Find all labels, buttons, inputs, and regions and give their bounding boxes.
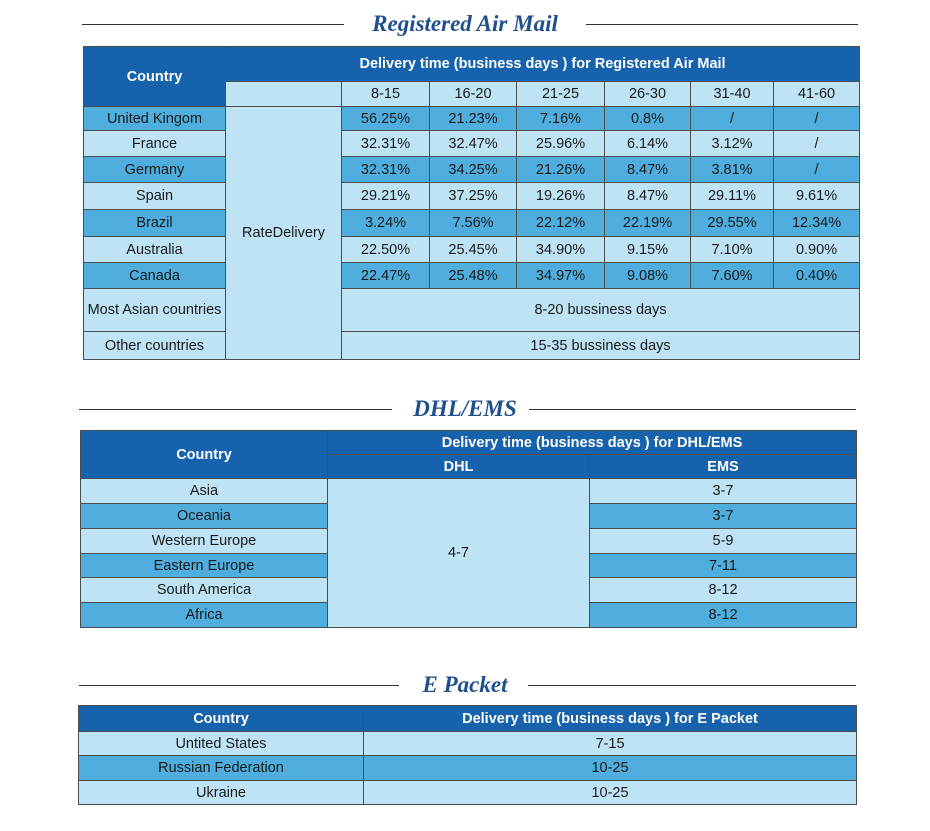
table-row — [79, 756, 857, 781]
country-cell: United Kingom — [84, 107, 226, 131]
table-row — [79, 732, 857, 756]
table-row — [84, 263, 860, 289]
country-header: Country — [84, 47, 226, 107]
country-cell: Other countries — [84, 332, 226, 360]
dhl-section-title — [0, 394, 930, 424]
rate-cell: 3.24% — [342, 210, 430, 237]
country-cell: Canada — [84, 263, 226, 289]
table-row — [84, 210, 860, 237]
rate-cell: 8.47% — [605, 183, 691, 210]
rate-cell: 22.19% — [605, 210, 691, 237]
rate-cell: 9.15% — [605, 237, 691, 263]
country-cell: Untited States — [79, 732, 364, 756]
rate-cell: 32.31% — [342, 157, 430, 183]
rate-cell: 7.16% — [517, 107, 605, 131]
rate-cell: 34.97% — [517, 263, 605, 289]
asian-days-cell: 8-20 bussiness days — [342, 289, 860, 332]
rate-cell: 7.10% — [691, 237, 774, 263]
ems-cell: 5-9 — [590, 529, 857, 554]
country-header: Country — [79, 706, 364, 732]
rate-cell: / — [774, 131, 860, 157]
table-row — [84, 157, 860, 183]
country-cell: Australia — [84, 237, 226, 263]
table-row — [84, 107, 860, 131]
rate-cell: / — [691, 107, 774, 131]
rate-cell: 19.26% — [517, 183, 605, 210]
rate-cell: 3.81% — [691, 157, 774, 183]
rate-cell: 0.40% — [774, 263, 860, 289]
rate-cell: 9.61% — [774, 183, 860, 210]
table-row — [84, 183, 860, 210]
rate-cell: 32.47% — [430, 131, 517, 157]
country-cell: Russian Federation — [79, 756, 364, 781]
rate-cell: 25.96% — [517, 131, 605, 157]
other-days-cell: 15-35 bussiness days — [342, 332, 860, 360]
dhl-table — [80, 430, 857, 628]
table-row — [79, 781, 857, 805]
ems-cell: 7-11 — [590, 554, 857, 578]
country-cell: Africa — [81, 603, 328, 628]
rate-cell: 6.14% — [605, 131, 691, 157]
air-mail-section-title — [0, 9, 930, 39]
air-mail-title: Registered Air Mail — [372, 11, 558, 36]
rate-cell: 0.8% — [605, 107, 691, 131]
rate-cell: 0.90% — [774, 237, 860, 263]
country-cell: France — [84, 131, 226, 157]
ems-cell: 3-7 — [590, 504, 857, 529]
rate-cell: 9.08% — [605, 263, 691, 289]
rate-cell: 8.47% — [605, 157, 691, 183]
table-row — [81, 479, 857, 504]
rate-cell: 34.90% — [517, 237, 605, 263]
rate-cell: 29.11% — [691, 183, 774, 210]
days-cell: 10-25 — [364, 756, 857, 781]
table-row — [84, 131, 860, 157]
rate-cell: / — [774, 157, 860, 183]
days-cell: 7-15 — [364, 732, 857, 756]
delivery-header: Delivery time (business days ) for Registered Air Mail — [226, 47, 860, 82]
country-cell: South America — [81, 578, 328, 603]
range-header: 41-60 — [774, 82, 860, 107]
ems-cell: 3-7 — [590, 479, 857, 504]
ems-cell: 8-12 — [590, 578, 857, 603]
ems-cell: 8-12 — [590, 603, 857, 628]
rate-cell: 32.31% — [342, 131, 430, 157]
dhl-days-cell: 4-7 — [328, 479, 590, 628]
ems-header: EMS — [590, 455, 857, 479]
range-header: 8-15 — [342, 82, 430, 107]
country-cell: Oceania — [81, 504, 328, 529]
range-header: 16-20 — [430, 82, 517, 107]
country-cell: Asia — [81, 479, 328, 504]
epacket-title: E Packet — [422, 672, 508, 697]
country-cell: Brazil — [84, 210, 226, 237]
table-row — [84, 332, 860, 360]
country-cell: Eastern Europe — [81, 554, 328, 578]
country-cell: Most Asian countries — [84, 289, 226, 332]
rate-cell: 22.47% — [342, 263, 430, 289]
range-header: 31-40 — [691, 82, 774, 107]
rate-cell: 22.50% — [342, 237, 430, 263]
rate-cell: 21.26% — [517, 157, 605, 183]
country-cell: Germany — [84, 157, 226, 183]
rate-cell: 3.12% — [691, 131, 774, 157]
rate-cell: 37.25% — [430, 183, 517, 210]
rate-cell: 12.34% — [774, 210, 860, 237]
delivery-header: Delivery time (business days ) for E Packet — [364, 706, 857, 732]
dhl-header: DHL — [328, 455, 590, 479]
country-cell: Western Europe — [81, 529, 328, 554]
rate-cell: 21.23% — [430, 107, 517, 131]
rate-delivery-cell: RateDelivery — [226, 107, 342, 360]
epacket-table — [78, 705, 857, 805]
table-row — [84, 289, 860, 332]
rate-cell: 25.48% — [430, 263, 517, 289]
table-row — [84, 237, 860, 263]
dhl-title: DHL/EMS — [413, 396, 517, 421]
delivery-header: Delivery time (business days ) for DHL/EMS — [328, 431, 857, 455]
rate-cell: 25.45% — [430, 237, 517, 263]
rate-cell: 7.60% — [691, 263, 774, 289]
rate-cell: 29.21% — [342, 183, 430, 210]
country-header: Country — [81, 431, 328, 479]
country-cell: Spain — [84, 183, 226, 210]
range-header: 21-25 — [517, 82, 605, 107]
rate-cell: 22.12% — [517, 210, 605, 237]
range-header: 26-30 — [605, 82, 691, 107]
rate-cell: 7.56% — [430, 210, 517, 237]
rate-cell: 56.25% — [342, 107, 430, 131]
rate-cell: 29.55% — [691, 210, 774, 237]
days-cell: 10-25 — [364, 781, 857, 805]
epacket-section-title — [0, 670, 930, 700]
blank-header-cell — [226, 82, 342, 107]
rate-cell: / — [774, 107, 860, 131]
rate-cell: 34.25% — [430, 157, 517, 183]
country-cell: Ukraine — [79, 781, 364, 805]
air-mail-table — [83, 46, 860, 360]
